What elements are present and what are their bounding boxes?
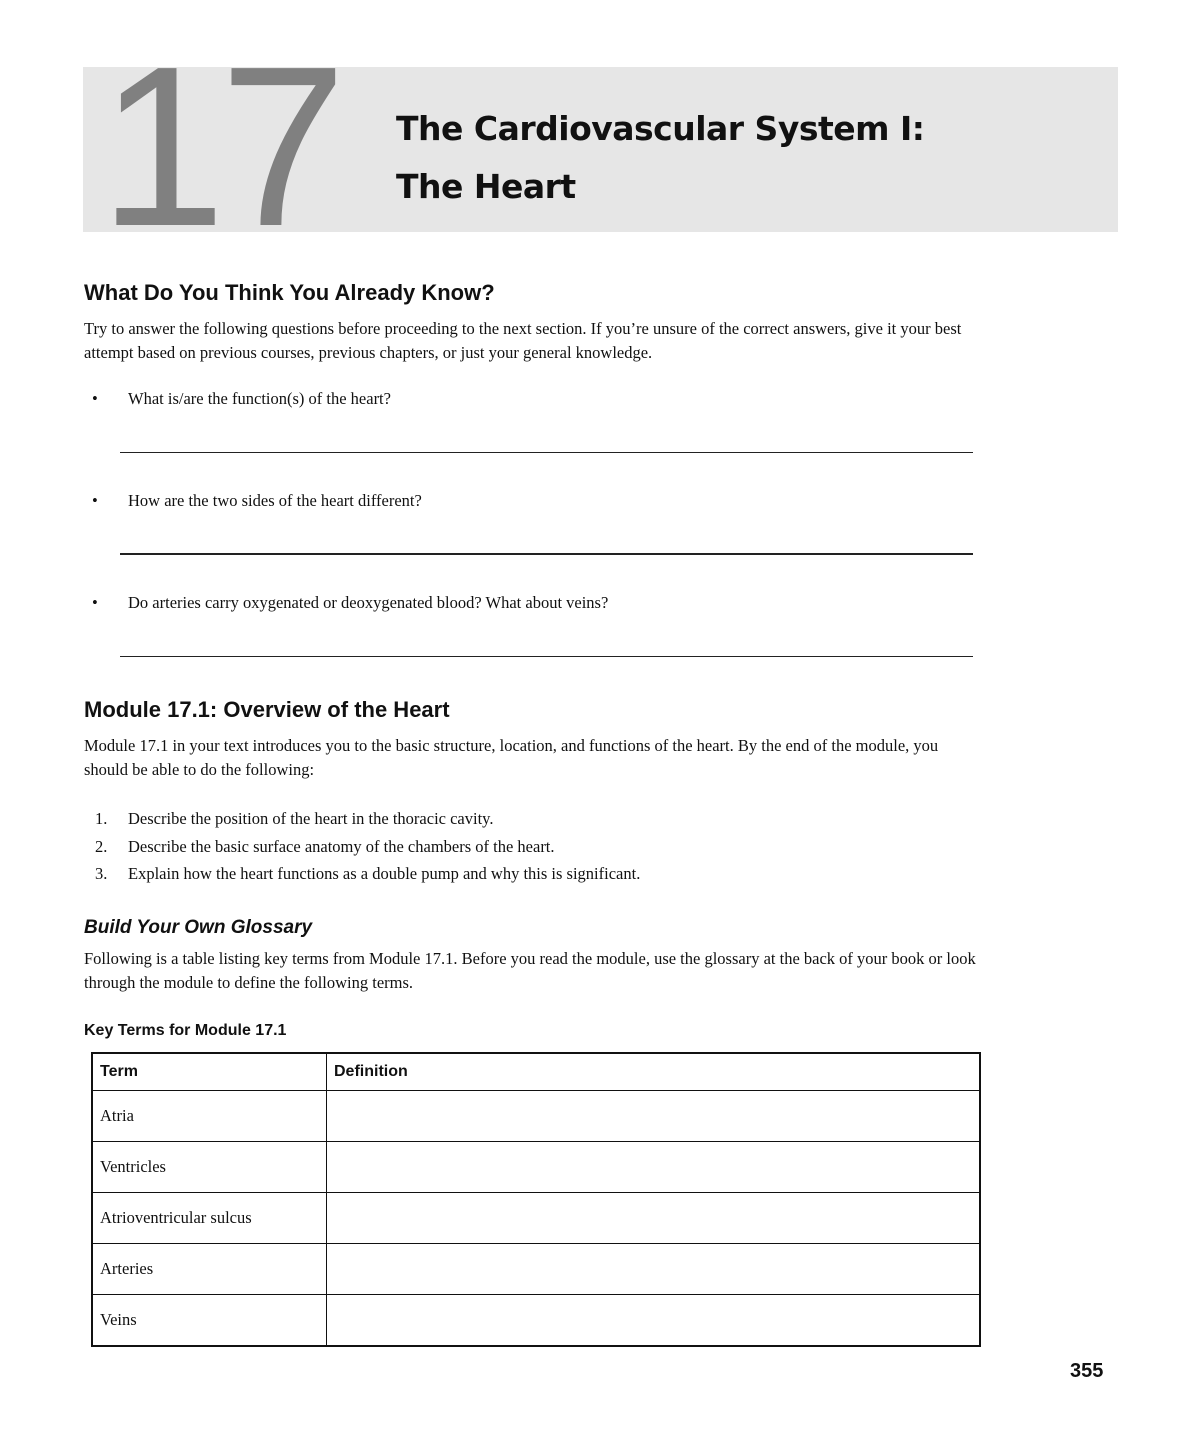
- chapter-banner: [83, 67, 1118, 232]
- term-cell: Veins: [92, 1295, 327, 1347]
- bullet-symbol: •: [92, 491, 98, 510]
- definition-cell: [327, 1091, 981, 1142]
- page-number: 355: [1070, 1360, 1104, 1382]
- table-caption: Key Terms for Module 17.1: [84, 1022, 287, 1039]
- definition-cell: [327, 1193, 981, 1244]
- section-intro-already-know: Try to answer the following questions before proceeding to the next section. If you’re unsure of the correct answers, give it your best attempt based on previous courses, previous chapters, or just your general knowledge.: [84, 319, 962, 362]
- glossary-intro: Following is a table listing key terms from Module 17.1. Before you read the module, use the glossary at the back of your book or look through the module to define the following terms.: [84, 949, 976, 992]
- answer-line: [120, 656, 973, 657]
- chapter-number: 17: [99, 67, 341, 232]
- table-row: [92, 1244, 980, 1295]
- objective-item: [84, 833, 640, 861]
- question-text: Do arteries carry oxygenated or deoxygenated blood? What about veins?: [128, 593, 609, 612]
- objective-text: Describe the basic surface anatomy of the chambers of the heart.: [128, 836, 555, 856]
- question-text: What is/are the function(s) of the heart?: [128, 389, 391, 408]
- table-row: [92, 1091, 980, 1142]
- term-cell: Atria: [92, 1091, 327, 1142]
- glossary-heading: Build Your Own Glossary: [84, 917, 313, 938]
- bullet-symbol: •: [92, 593, 98, 612]
- objective-item: [84, 805, 640, 833]
- term-cell: Ventricles: [92, 1142, 327, 1193]
- chapter-title: [396, 100, 925, 216]
- bullet-symbol: •: [92, 389, 98, 408]
- column-header-term: Term: [92, 1053, 327, 1091]
- module-heading: Module 17.1: Overview of the Heart: [84, 697, 450, 722]
- objective-text: Explain how the heart functions as a double pump and why this is significant.: [128, 864, 641, 883]
- chapter-title-line-2: The Heart: [396, 167, 576, 206]
- table-row: [92, 1142, 980, 1193]
- section-heading-already-know: What Do You Think You Already Know?: [84, 280, 495, 305]
- term-cell: Atrioventricular sulcus: [92, 1193, 327, 1244]
- objective-number: 2.: [95, 836, 108, 856]
- definition-cell: [327, 1244, 981, 1295]
- answer-line: [120, 553, 973, 555]
- table-row: [92, 1193, 980, 1244]
- question-text: How are the two sides of the heart different?: [128, 491, 422, 510]
- objectives-list: [84, 805, 640, 888]
- objective-number: 3.: [95, 864, 108, 883]
- definition-cell: [327, 1142, 981, 1193]
- definition-cell: [327, 1295, 981, 1347]
- table-header-row: [92, 1053, 980, 1091]
- objective-number: 1.: [95, 809, 108, 828]
- objective-item: [84, 860, 640, 888]
- objective-text: Describe the position of the heart in the thoracic cavity.: [128, 809, 494, 828]
- term-cell: Arteries: [92, 1244, 327, 1295]
- key-terms-table: [91, 1052, 981, 1347]
- table-row: [92, 1295, 980, 1347]
- module-intro: Module 17.1 in your text introduces you to the basic structure, location, and functions of the heart. By the end of the module, you should be able to do the following:: [84, 736, 939, 779]
- answer-line: [120, 452, 973, 453]
- column-header-definition: Definition: [327, 1053, 981, 1091]
- chapter-title-line-1: The Cardiovascular System I:: [396, 109, 925, 148]
